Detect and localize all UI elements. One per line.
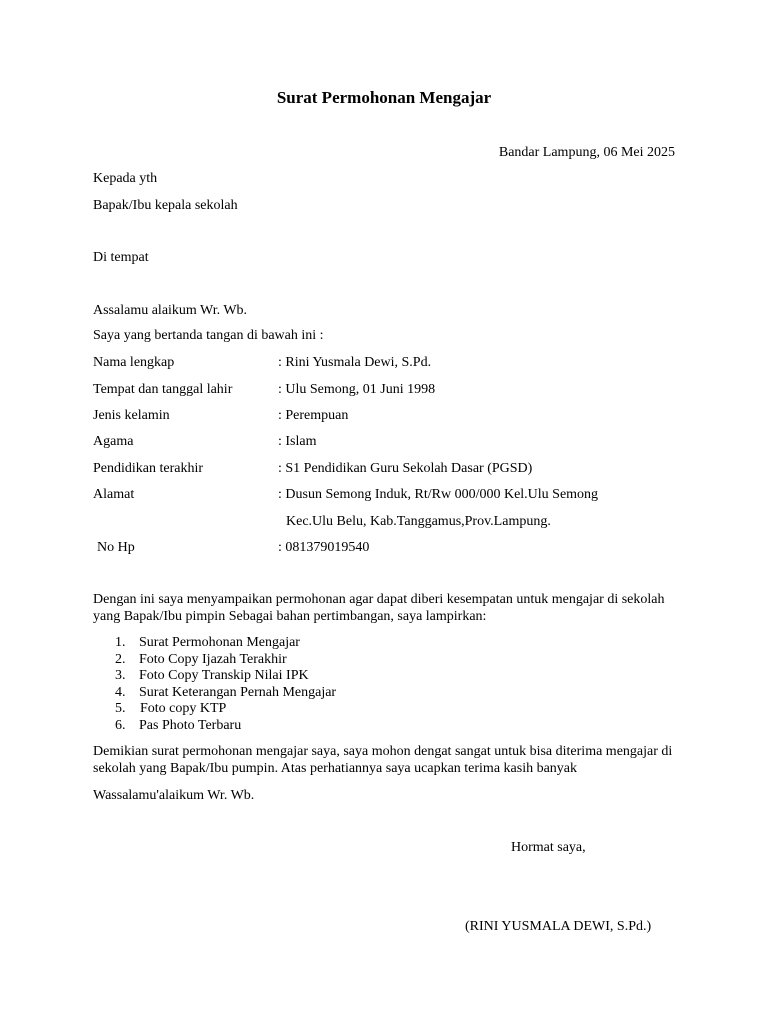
identity-label: Jenis kelamin [93,408,170,423]
identity-label: No Hp [97,540,135,555]
identity-label: Alamat [93,487,135,502]
place-date: Bandar Lampung, 06 Mei 2025 [498,145,675,160]
list-item: Foto Copy Transkip Nilai IPK [139,668,309,683]
identity-label: Pendidikan terakhir [93,461,204,476]
identity-value: : Perempuan [278,408,349,423]
body-paragraph: Dengan ini saya menyampaikan permohonan agar dapat diberi kesempatan untuk mengajar di sekolah yang Bapak/Ibu pimpin Sebagai bahan pertimbangan, saya lampirkan: [93,592,665,624]
list-item: Surat Permohonan Mengajar [139,635,300,650]
closing-paragraph: Demikian surat permohonan mengajar saya, saya mohon dengat sangat untuk bisa diterima mengajar di sekolah yang Bapak/Ibu pumpin. Atas perhatiannya saya ucapkan terima kasih banyak [93,744,673,776]
list-item-number: 5. [115,701,126,716]
identity-value-continued: Kec.Ulu Belu, Kab.Tanggamus,Prov.Lampung. [286,514,551,529]
list-item: Surat Keterangan Pernah Mengajar [139,685,337,700]
list-item-number: 1. [115,635,126,650]
list-item: Pas Photo Terbaru [139,718,242,733]
recipient-line-1: Kepada yth [93,171,158,186]
list-item-number: 2. [115,652,126,667]
identity-value: : Islam [278,434,317,449]
signoff: Hormat saya, [511,840,586,855]
identity-label: Agama [93,434,134,449]
intro-line: Saya yang bertanda tangan di bawah ini : [93,328,324,343]
recipient-line-3: Di tempat [93,250,149,265]
identity-value: : Dusun Semong Induk, Rt/Rw 000/000 Kel.Ulu Semong [278,487,599,502]
identity-value: : Rini Yusmala Dewi, S.Pd. [278,355,432,370]
list-item-number: 6. [115,718,126,733]
identity-label: Nama lengkap [93,355,175,370]
letter-title: Surat Permohonan Mengajar [276,88,492,107]
list-item: Foto copy KTP [140,701,227,716]
list-item: Foto Copy Ijazah Terakhir [139,652,287,667]
farewell: Wassalamu'alaikum Wr. Wb. [93,788,255,803]
list-item-number: 3. [115,668,126,683]
signature-name: (RINI YUSMALA DEWI, S.Pd.) [465,919,652,934]
identity-value: : Ulu Semong, 01 Juni 1998 [278,382,436,397]
greeting: Assalamu alaikum Wr. Wb. [93,303,248,318]
identity-value: : 081379019540 [278,540,370,555]
identity-value: : S1 Pendidikan Guru Sekolah Dasar (PGSD) [278,461,533,476]
identity-label: Tempat dan tanggal lahir [93,382,233,397]
recipient-line-2: Bapak/Ibu kepala sekolah [93,198,238,213]
list-item-number: 4. [115,685,126,700]
